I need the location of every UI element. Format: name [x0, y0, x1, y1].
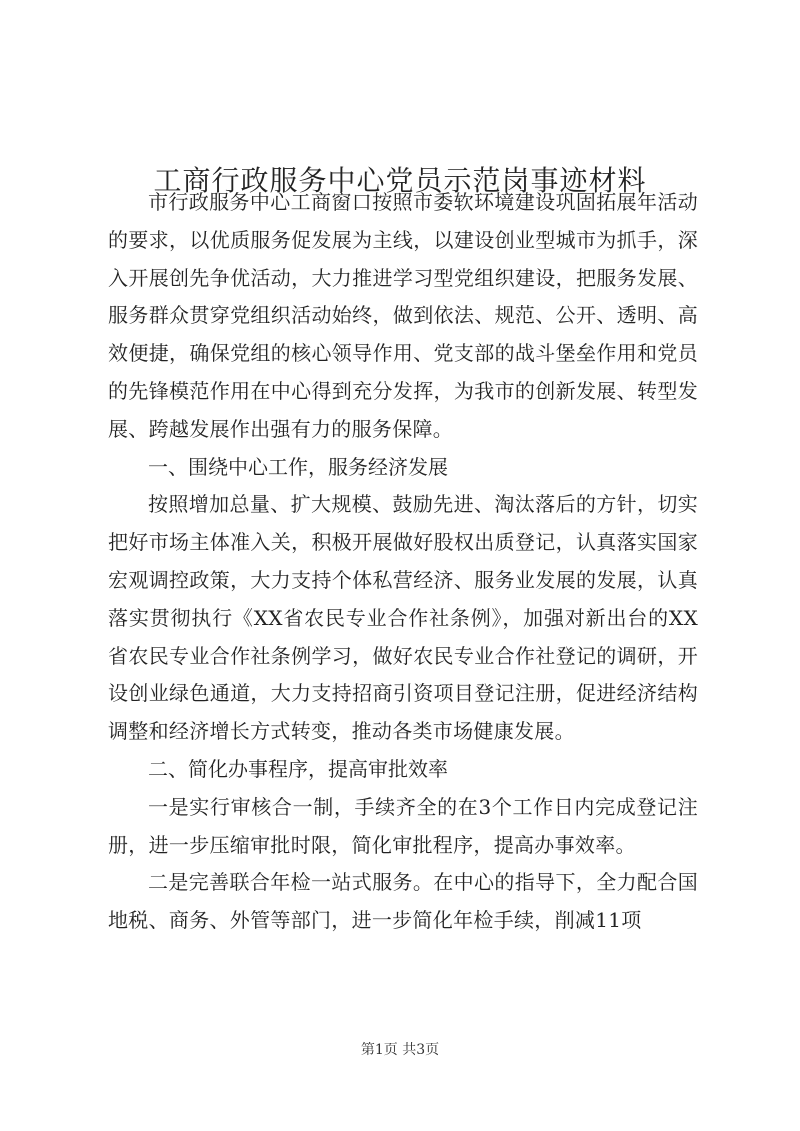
document-title: 工商行政服务中心党员示范岗事迹材料 — [153, 163, 647, 197]
paragraph-intro: 市行政服务中心工商窗口按照市委软环境建设巩固拓展年活动的要求，以优质服务促发展为主线，以建设创业型城市为抓手，深入开展创先争优活动，大力推进学习型党组织建设，把服务发展、服务群众贯穿党组织活动始终，做到依法、规范、公开、透明、高效便捷，确保党组的核心领导作用、党支部的战斗堡垒作用和党员的先锋模范作用在中心得到充分发挥，为我市的创新发展、转型发展、跨越发展作出强有力的服务保障。 — [108, 190, 698, 441]
document-body — [108, 184, 698, 940]
paragraph-section-1: 按照增加总量、扩大规模、鼓励先进、淘汰落后的方针，切实把好市场主体准入关，积极开展做好股权出质登记，认真落实国家宏观调控政策，大力支持个体私营经济、服务业发展的发展，认真落实贯彻执行《XX省农民专业合作社条例》，加强对新出台的XX省农民专业合作社条例学习，做好农民专业合作社登记的调研，开设创业绿色通道，大力支持招商引资项目登记注册，促进经济结构调整和经济增长方式转变，推动各类市场健康发展。 — [108, 492, 698, 744]
page-footer: 第1页 共3页 — [360, 1042, 440, 1058]
paragraph-item-1: 一是实行审核合一制，手续齐全的在3个工作日内完成登记注册，进一步压缩审批时限，简化审批程序，提高办事效率。 — [108, 794, 698, 857]
paragraph-item-2: 二是完善联合年检一站式服务。在中心的指导下，全力配合国地税、商务、外管等部门，进一步简化年检手续，削减11项 — [108, 870, 698, 933]
section-heading-2: 二、简化办事程序，提高审批效率 — [148, 756, 448, 781]
section-heading-1: 一、围绕中心工作，服务经济发展 — [148, 454, 448, 479]
